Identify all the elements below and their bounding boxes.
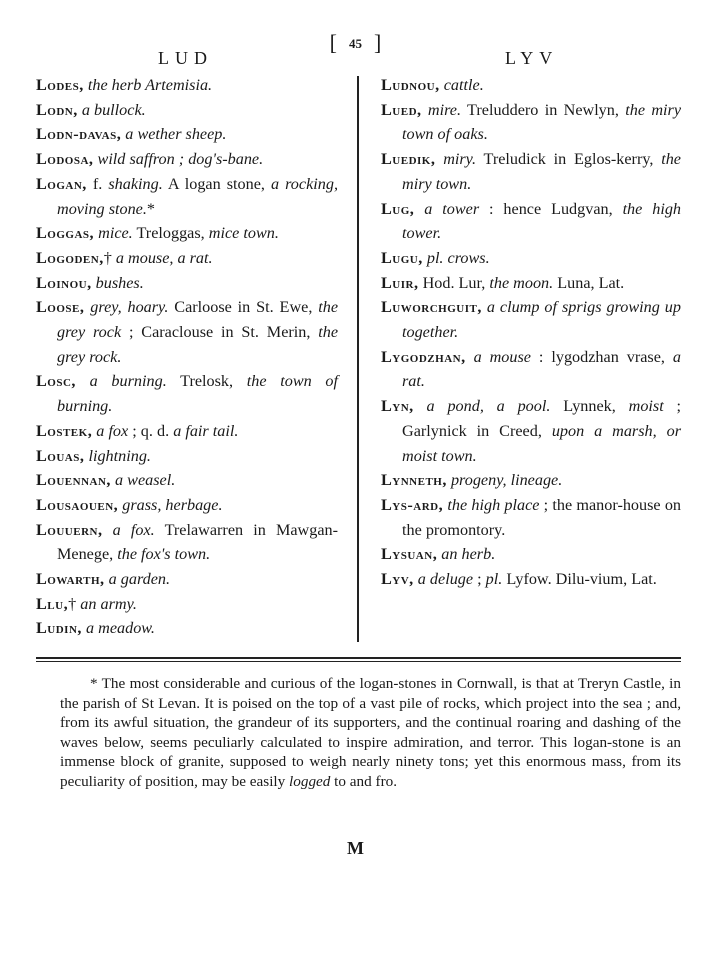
italic-text: logged (289, 772, 331, 790)
italic-text: a clump of sprigs growing up together. (402, 298, 681, 342)
italic-text: the high place (447, 495, 540, 514)
italic-text: pl. crows. (426, 248, 490, 267)
text: : hence Ludgvan, (479, 199, 623, 218)
italic-text: grey, hoary. (90, 298, 169, 317)
headword: Louuern, (36, 520, 103, 539)
text: A logan stone, (162, 174, 271, 193)
text: Trelawarren in Mawgan-Menege, (57, 520, 339, 564)
dictionary-entry (36, 221, 338, 246)
dictionary-entry (36, 468, 338, 493)
italic-text: the miry town. (402, 150, 681, 193)
italic-text: cattle. (443, 76, 484, 94)
headword: Ludnou, (381, 76, 440, 94)
dictionary-entry (381, 147, 681, 196)
italic-text: mice town. (208, 224, 279, 243)
headword: Lugu, (381, 248, 423, 267)
dictionary-entry (381, 73, 681, 98)
dictionary-entry (381, 468, 681, 493)
dictionary-entry (36, 419, 338, 444)
italic-text: a wether sheep. (125, 125, 227, 144)
dictionary-entry (36, 493, 338, 518)
italic-text: progeny, lineage. (450, 471, 563, 490)
text: Carloose in St. Ewe, (168, 298, 319, 317)
dictionary-entry (36, 444, 338, 469)
headword: Loose, (36, 298, 85, 317)
italic-text: bushes. (95, 273, 144, 292)
headword: Lued, (381, 100, 422, 119)
dictionary-entry (36, 147, 338, 172)
italic-text: an army. (80, 594, 137, 613)
page-number-value: 45 (349, 36, 362, 51)
dictionary-entry (36, 295, 338, 369)
italic-text: a bullock. (81, 100, 146, 119)
text: ; Caraclouse in St. Merin, (121, 323, 319, 342)
text: Hod. Lur, (418, 273, 490, 292)
headword: Lysuan, (381, 545, 438, 564)
dictionary-entry (381, 567, 681, 592)
headword: Lys-ard, (381, 495, 444, 514)
dictionary-entry (36, 98, 338, 123)
text: * The most considerable and curious of the logan-stones in Cornwall, is that at Treryn Castle, in the parish of St Levan. It is poised on the top of a vast pile of rocks, which project into the sea ; and, from its awful situation, the grandeur of its supporters, and the continual roaring and dashing of the waves below, seems peculiarly calculated to inspire admiration, and terror. This logan-stone is an immense block of granite, supposed to weigh nearly ninety tons; yet this enormous mass, from its peculiarity of position, may be easily (60, 675, 681, 790)
right-bracket: ] (374, 30, 382, 55)
right-column-heading: LYV (505, 48, 559, 68)
dictionary-entry (36, 369, 338, 418)
text: Trelosk, (166, 372, 247, 391)
dictionary-entry (36, 122, 338, 147)
headword: Lodosa, (36, 150, 94, 169)
italic-text: a garden. (108, 570, 171, 589)
italic-text: the high tower. (402, 199, 682, 243)
footnote-rule (36, 657, 681, 659)
text: ; (473, 570, 486, 589)
left-column-heading: LUD (158, 48, 213, 68)
italic-text: lightning. (88, 446, 151, 465)
dictionary-entry (36, 73, 338, 98)
italic-text: the grey rock (57, 298, 339, 342)
headword: Luworchguit, (381, 298, 482, 317)
dictionary-entry (381, 246, 681, 271)
headword: Logan, (36, 174, 87, 193)
headword: Luir, (381, 273, 419, 292)
text: ; q. d. (128, 421, 174, 440)
left-column (36, 73, 338, 641)
signature-mark: M (347, 838, 364, 858)
headword: Lostek, (36, 421, 93, 440)
text (414, 200, 424, 218)
dictionary-entry (381, 345, 681, 394)
italic-text: the miry town of oaks. (402, 100, 682, 144)
italic-text: a meadow. (86, 619, 155, 638)
headword: Louas, (36, 446, 85, 465)
text (76, 372, 90, 390)
italic-text: a rocking, moving stone. (57, 174, 338, 218)
text: Lynnek, (550, 397, 629, 416)
text (103, 521, 113, 539)
headword: Lyn, (381, 397, 414, 416)
italic-text: wild saffron ; dog's-bane. (97, 150, 264, 169)
dictionary-entry (36, 271, 338, 296)
text: † (103, 248, 116, 267)
italic-text: the town of burning. (57, 372, 338, 416)
headword: Llu, (36, 594, 69, 613)
dictionary-entry (381, 98, 681, 147)
headword: Lodes, (36, 76, 84, 94)
italic-text: a rat. (402, 347, 681, 391)
italic-text: the grey rock. (57, 323, 339, 366)
text: ; the manor-house on the promontory. (402, 495, 682, 539)
dictionary-entry (381, 394, 681, 468)
italic-text: moist (628, 397, 664, 416)
headword: Lodn, (36, 100, 78, 119)
italic-text: upon a marsh, or moist town. (402, 421, 681, 465)
italic-text: pl. (485, 570, 503, 589)
text: Treloggas, (132, 224, 209, 243)
dictionary-entry (36, 246, 338, 271)
text: * (146, 199, 156, 218)
italic-text: grass, herbage. (122, 495, 223, 514)
italic-text: the fox's town. (117, 545, 211, 564)
headword: Lyv, (381, 570, 414, 589)
italic-text: a fair tail. (173, 421, 239, 440)
italic-text: a mouse (473, 347, 531, 366)
headword: Loinou, (36, 273, 92, 292)
italic-text: a pond, a pool. (426, 397, 551, 416)
headword: Lynneth, (381, 471, 447, 490)
italic-text: a fox. (112, 520, 155, 539)
dictionary-entry (36, 172, 338, 221)
headword: Logoden, (36, 248, 104, 267)
left-bracket: [ (329, 30, 337, 55)
italic-text: a weasel. (115, 471, 176, 490)
text: Treludick in Eglos-kerry, (476, 150, 662, 169)
text (414, 397, 427, 415)
dictionary-entry (36, 616, 338, 641)
dictionary-entry (381, 295, 681, 344)
text: Treluddero in Newlyn, (461, 100, 626, 119)
text: to and fro. (330, 772, 398, 790)
dictionary-entry (36, 518, 338, 567)
italic-text: a fox (96, 421, 129, 440)
text: Lyfow. Dilu-vium, Lat. (502, 570, 657, 589)
dictionary-entry (36, 567, 338, 592)
text: : lygodzhan vrase, (530, 347, 673, 366)
italic-text: an herb. (441, 545, 496, 564)
text (466, 348, 474, 366)
italic-text: a burning. (89, 372, 167, 391)
headword: Ludin, (36, 619, 82, 638)
italic-text: a mouse, a rat. (115, 248, 213, 267)
dictionary-entry (381, 542, 681, 567)
italic-text: mice. (98, 224, 133, 243)
italic-text: a deluge (417, 570, 474, 589)
headword: Lodn-davas, (36, 125, 122, 144)
headword: Lug, (381, 199, 415, 218)
headword: Luedik, (381, 150, 436, 169)
dictionary-entry (381, 493, 681, 542)
headword: Lowarth, (36, 570, 105, 589)
dictionary-entry (36, 592, 338, 617)
page-number (0, 30, 711, 56)
headword: Lygodzhan, (381, 347, 466, 366)
italic-text: mire. (427, 100, 462, 119)
right-column (381, 73, 681, 592)
headword: Lousaouen, (36, 495, 119, 514)
footnote (60, 674, 681, 792)
italic-text: the herb Artemisia. (87, 76, 213, 94)
headword: Loggas, (36, 224, 95, 243)
italic-text: shaking. (108, 174, 163, 193)
footnote-rule-thin (36, 661, 681, 662)
dictionary-entry (381, 271, 681, 296)
text: † (68, 594, 81, 613)
column-divider (357, 76, 359, 642)
text: Luna, Lat. (553, 273, 625, 292)
text: ; Garlynick in Creed, (402, 397, 682, 440)
text: f. (86, 174, 109, 193)
italic-text: miry. (443, 150, 477, 169)
italic-text: a tower (424, 199, 480, 218)
italic-text: the moon. (489, 273, 554, 292)
headword: Losc, (36, 372, 76, 391)
dictionary-entry (381, 197, 681, 246)
headword: Louennan, (36, 471, 111, 490)
